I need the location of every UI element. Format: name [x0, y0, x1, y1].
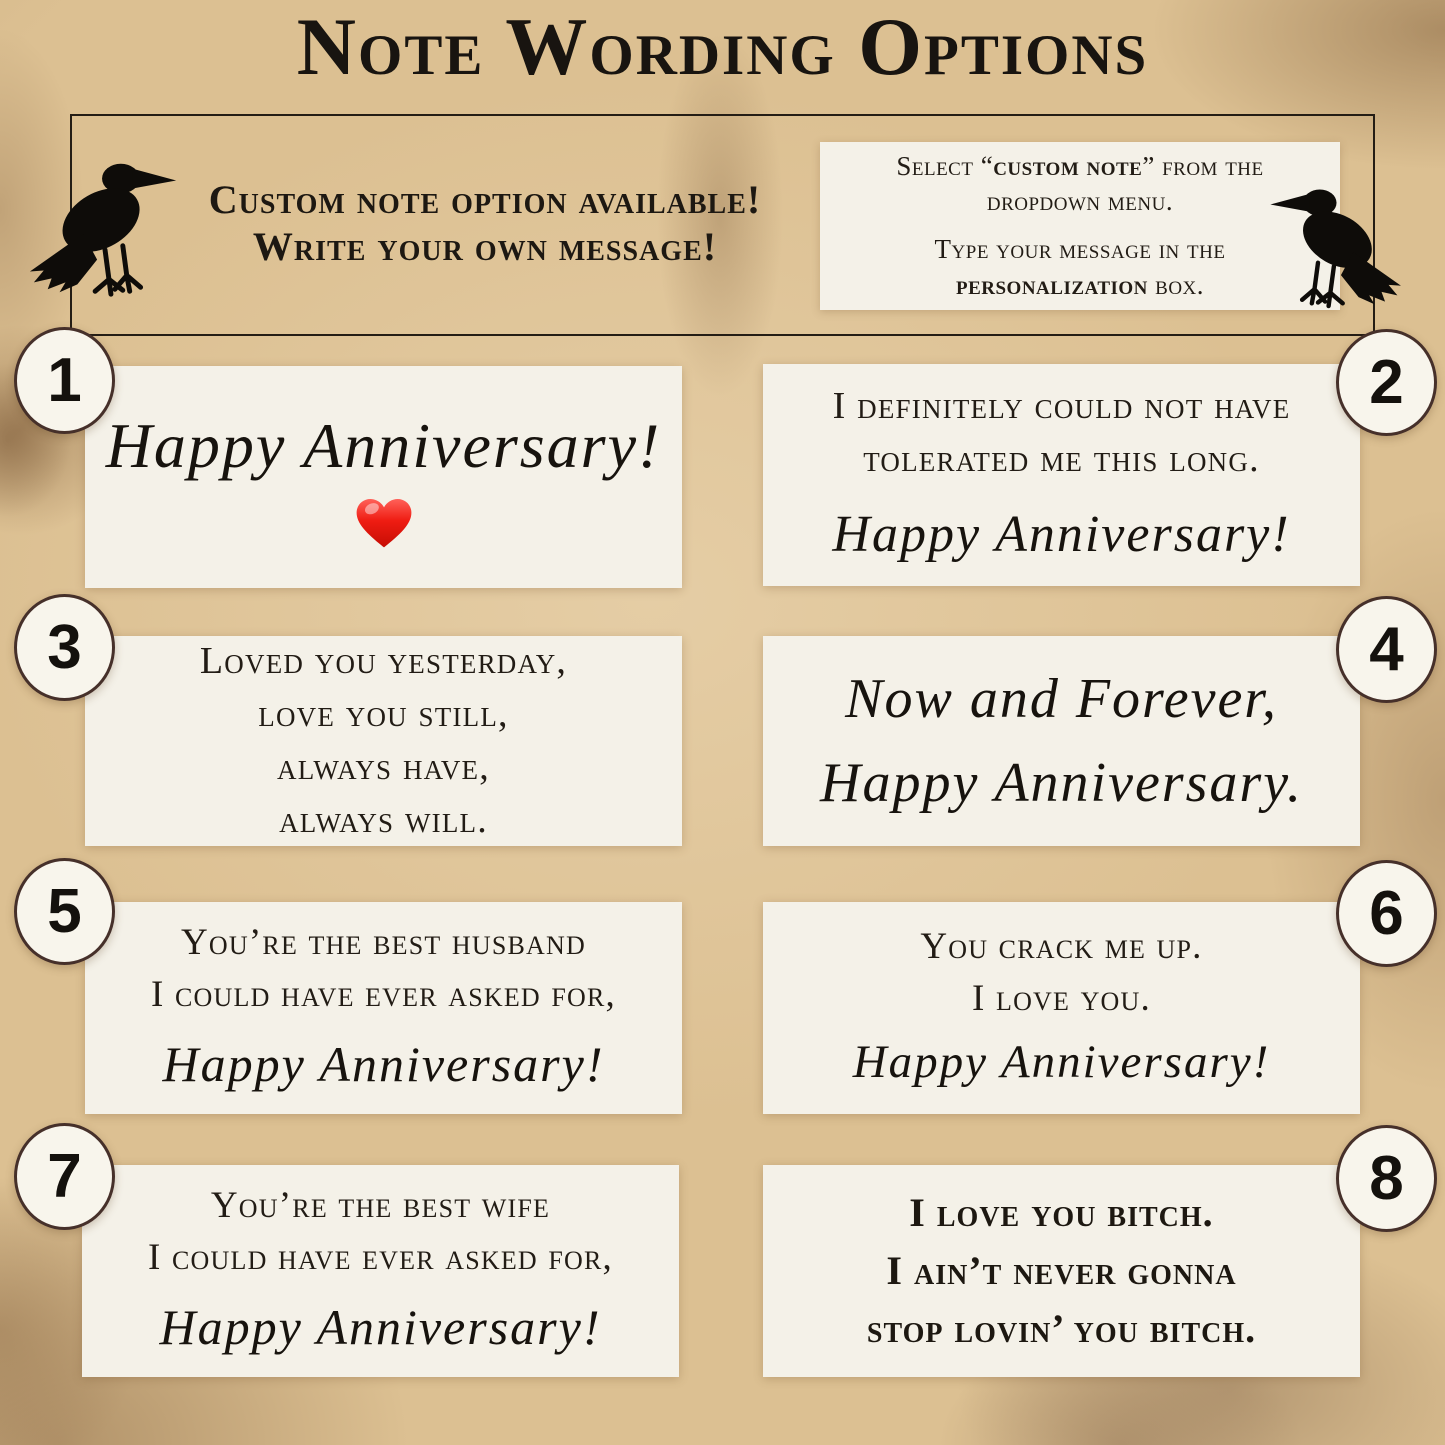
raven-icon [1258, 166, 1408, 326]
number-label: 3 [47, 613, 82, 682]
option-number-1 [14, 327, 115, 434]
note-text-caps: I love you. [972, 978, 1151, 1020]
note-text-caps: tolerated me this long. [863, 437, 1260, 480]
note-text-caps: You’re the best husband [181, 922, 586, 964]
note-text-script: Happy Anniversary! [159, 1299, 602, 1356]
note-option-card-1 [85, 366, 682, 588]
note-text-caps: always have, [277, 746, 490, 788]
number-label: 8 [1369, 1144, 1404, 1213]
note-option-card-6 [763, 902, 1360, 1114]
note-text-caps: You crack me up. [920, 926, 1203, 968]
note-text-caps-bold: I love you bitch. [909, 1190, 1214, 1235]
instruction-paragraph-1 [838, 149, 1322, 220]
note-text-script: Happy Anniversary. [820, 752, 1303, 814]
instruction-bold-custom-note: custom note [993, 150, 1143, 181]
page-title: Note Wording Options [296, 1, 1149, 92]
red-heart-icon [355, 497, 413, 551]
number-label: 2 [1369, 348, 1404, 417]
option-number-4 [1336, 596, 1437, 703]
note-text-script: Happy Anniversary! [162, 1036, 605, 1093]
note-text-caps-bold: stop lovin’ you bitch. [866, 1306, 1257, 1351]
option-number-8 [1336, 1125, 1437, 1232]
note-text-caps: love you still, [258, 692, 509, 735]
note-text-caps: I definitely could not have [832, 384, 1291, 427]
instruction-bold-personalization: personalization [955, 269, 1148, 300]
number-label: 5 [47, 877, 82, 946]
headline-line-1: Custom note option available! [208, 177, 762, 222]
note-option-card-7 [82, 1165, 679, 1377]
note-option-card-2 [763, 364, 1360, 586]
note-text-script: Happy Anniversary! [852, 1036, 1271, 1089]
option-number-6 [1336, 860, 1437, 967]
instruction-text: Select “ [896, 150, 994, 181]
note-option-card-4 [763, 636, 1360, 846]
option-number-3 [14, 594, 115, 701]
note-text-caps: You’re the best wife [210, 1185, 551, 1227]
note-text-script: Happy Anniversary! [832, 506, 1291, 564]
option-number-7 [14, 1123, 115, 1230]
option-number-5 [14, 858, 115, 965]
option-number-2 [1336, 329, 1437, 436]
note-text-caps-bold: I ain’t never gonna [886, 1248, 1237, 1293]
number-label: 6 [1369, 879, 1404, 948]
note-text-caps: I could have ever asked for, [148, 1237, 613, 1279]
note-text-caps: Loved you yesterday, [199, 639, 568, 682]
note-text-script: Happy Anniversary! [105, 409, 662, 481]
headline-line-2: Write your own message! [252, 224, 718, 270]
instruction-text: ” from the dropdown menu. [986, 150, 1264, 217]
number-label: 7 [47, 1142, 82, 1211]
note-text-caps: always will. [279, 799, 488, 842]
custom-note-headline [90, 176, 880, 270]
note-option-card-3 [85, 636, 682, 846]
number-label: 1 [47, 346, 82, 415]
number-label: 4 [1369, 615, 1404, 684]
instruction-text: Type your message in the [934, 234, 1226, 264]
instruction-paragraph-2 [838, 232, 1322, 303]
note-option-card-8 [763, 1165, 1360, 1377]
note-text-caps: I could have ever asked for, [151, 974, 616, 1016]
instruction-text: box. [1147, 269, 1205, 300]
note-option-card-5 [85, 902, 682, 1114]
note-text-script: Now and Forever, [845, 668, 1278, 730]
